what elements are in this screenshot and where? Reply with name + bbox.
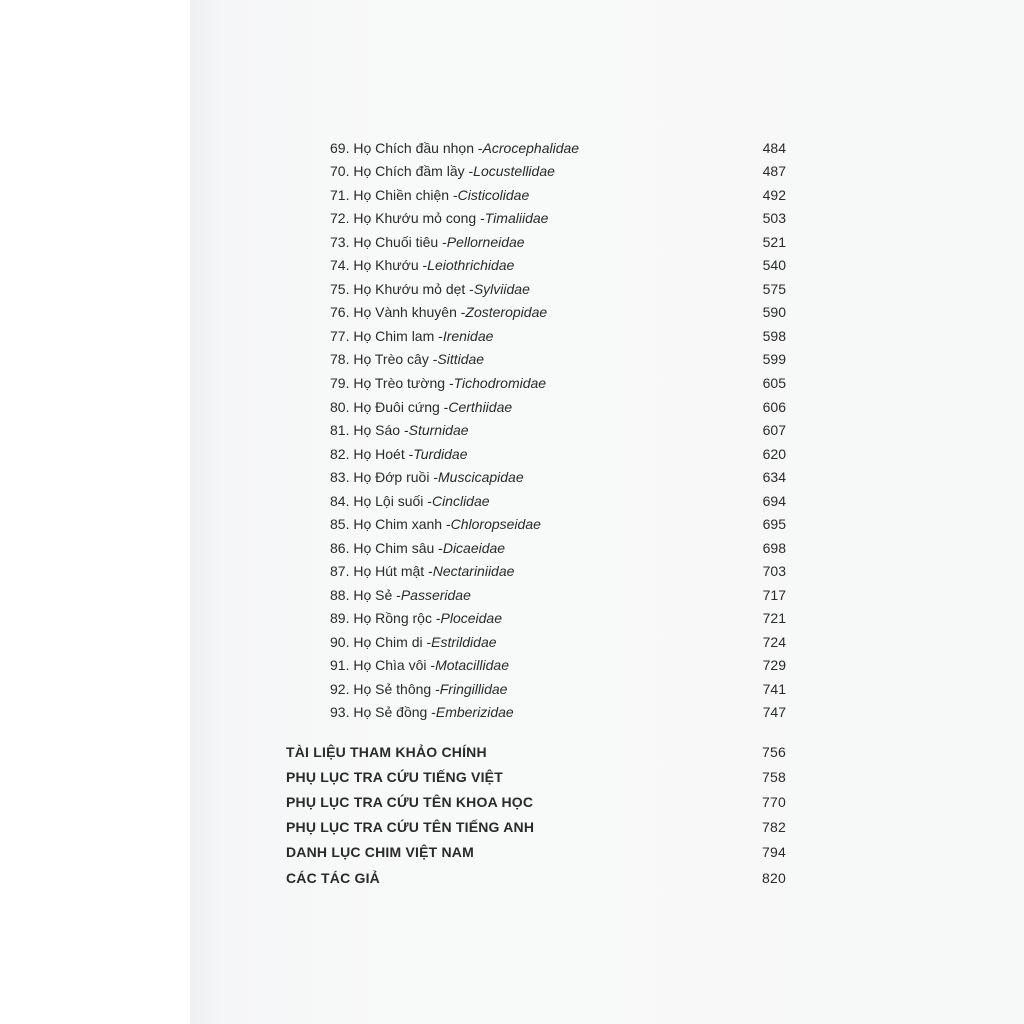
toc-entry	[330, 419, 786, 442]
entry-page-number: 724	[762, 634, 786, 650]
toc-entry	[330, 207, 786, 230]
section-label: PHỤ LỤC TRA CỨU TÊN TIẾNG ANH	[286, 819, 535, 835]
entry-label: 88. Họ Sẻ -	[330, 587, 401, 603]
entry-page-number: 492	[762, 187, 786, 203]
toc-entry	[330, 631, 786, 654]
entry-scientific-name: Sturnidae	[408, 422, 469, 438]
entry-scientific-name: Dicaeidae	[442, 540, 506, 556]
entry-label: 80. Họ Đuôi cứng -	[330, 399, 449, 415]
entry-page-number: 721	[762, 610, 786, 626]
entry-scientific-name: Sittidae	[437, 351, 485, 367]
entry-scientific-name: Leiothrichidae	[427, 257, 515, 273]
entry-label: 70. Họ Chích đầm lầy -	[330, 163, 474, 179]
toc-entry	[330, 466, 786, 489]
entry-page-number: 540	[762, 257, 786, 273]
entry-page-number: 599	[762, 351, 786, 367]
entry-scientific-name: Timaliidae	[484, 210, 549, 226]
toc-entry	[330, 490, 786, 513]
entry-label: 69. Họ Chích đầu nhọn -	[330, 140, 483, 156]
section-label: PHỤ LỤC TRA CỨU TIẾNG VIỆT	[286, 769, 503, 785]
entry-page-number: 575	[762, 281, 786, 297]
entry-scientific-name: Turdidae	[413, 446, 468, 462]
entry-page-number: 606	[762, 399, 786, 415]
entry-label: 75. Họ Khướu mỏ dẹt -	[330, 281, 474, 297]
entry-label: 91. Họ Chìa vôi -	[330, 657, 436, 673]
entry-page-number: 605	[762, 375, 786, 391]
entry-label: 92. Họ Sẻ thông -	[330, 681, 440, 697]
entry-scientific-name: Sylviidae	[473, 281, 530, 297]
section-page-number: 782	[762, 819, 786, 835]
toc-entry	[330, 184, 786, 207]
entry-label: 87. Họ Hút mật -	[330, 563, 433, 579]
toc-entry	[330, 231, 786, 254]
entry-scientific-name: Cinclidae	[431, 493, 490, 509]
entry-label: 76. Họ Vành khuyên -	[330, 304, 466, 320]
toc-entry	[330, 396, 786, 419]
entry-label: 79. Họ Trèo tường -	[330, 375, 454, 391]
entry-scientific-name: Locustellidae	[473, 163, 555, 179]
toc-entry	[330, 537, 786, 560]
toc-entry	[330, 701, 786, 724]
toc-entry	[330, 678, 786, 701]
entry-page-number: 487	[762, 163, 786, 179]
entry-scientific-name: Passeridae	[400, 587, 471, 603]
entry-page-number: 503	[762, 210, 786, 226]
entry-label: 81. Họ Sáo -	[330, 422, 409, 438]
toc-entry	[330, 513, 786, 536]
entry-scientific-name: Muscicapidae	[438, 469, 524, 485]
entry-page-number: 695	[762, 516, 786, 532]
entry-page-number: 620	[762, 446, 786, 462]
section-label: DANH LỤC CHIM VIỆT NAM	[286, 844, 474, 860]
entry-page-number: 607	[762, 422, 786, 438]
toc-entry	[330, 278, 786, 301]
entry-page-number: 698	[762, 540, 786, 556]
section-label: PHỤ LỤC TRA CỨU TÊN KHOA HỌC	[286, 794, 534, 810]
entry-scientific-name: Chloropseidae	[450, 516, 541, 532]
entry-page-number: 484	[762, 140, 786, 156]
toc-entry	[330, 301, 786, 324]
toc-entry	[330, 584, 786, 607]
entry-page-number: 747	[762, 704, 786, 720]
section-page-number: 820	[762, 870, 786, 886]
entry-scientific-name: Zosteropidae	[465, 304, 548, 320]
toc-entry	[330, 372, 786, 395]
entry-label: 84. Họ Lội suối -	[330, 493, 432, 509]
entry-label: 78. Họ Trèo cây -	[330, 351, 438, 367]
toc-entry	[330, 160, 786, 183]
entry-page-number: 741	[762, 681, 786, 697]
entry-scientific-name: Tichodromidae	[453, 375, 547, 391]
toc-section	[286, 840, 786, 865]
entry-page-number: 729	[762, 657, 786, 673]
entry-label: 71. Họ Chiền chiện -	[330, 187, 458, 203]
entry-scientific-name: Fringillidae	[439, 681, 508, 697]
entry-scientific-name: Irenidae	[442, 328, 494, 344]
section-page-number: 770	[762, 794, 786, 810]
entry-page-number: 598	[762, 328, 786, 344]
section-page-number: 794	[762, 844, 786, 860]
entry-scientific-name: Nectariniidae	[432, 563, 515, 579]
entry-page-number: 703	[762, 563, 786, 579]
entry-scientific-name: Certhiidae	[448, 399, 513, 415]
entry-label: 93. Họ Sẻ đồng -	[330, 704, 436, 720]
toc-entry	[330, 348, 786, 371]
toc-entry	[330, 654, 786, 677]
entry-scientific-name: Estrildidae	[431, 634, 497, 650]
toc-entry	[330, 560, 786, 583]
entry-label: 82. Họ Hoét -	[330, 446, 414, 462]
entry-scientific-name: Motacillidae	[435, 657, 509, 673]
section-page-number: 758	[762, 769, 786, 785]
toc-entry	[330, 443, 786, 466]
entry-label: 90. Họ Chim di -	[330, 634, 432, 650]
entry-scientific-name: Acrocephalidae	[482, 140, 580, 156]
entry-label: 89. Họ Rồng rộc -	[330, 610, 441, 626]
toc-section	[286, 866, 786, 891]
toc-entry	[330, 137, 786, 160]
entry-scientific-name: Ploceidae	[440, 610, 502, 626]
entry-label: 72. Họ Khướu mỏ cong -	[330, 210, 485, 226]
entry-scientific-name: Pellorneidae	[446, 234, 525, 250]
entry-page-number: 717	[762, 587, 786, 603]
entry-scientific-name: Cisticolidae	[457, 187, 530, 203]
toc-section	[286, 765, 786, 790]
entry-label: 74. Họ Khướu -	[330, 257, 428, 273]
entry-label: 83. Họ Đớp ruồi -	[330, 469, 439, 485]
entry-page-number: 634	[762, 469, 786, 485]
toc-section	[286, 815, 786, 840]
entry-page-number: 521	[762, 234, 786, 250]
section-label: CÁC TÁC GIẢ	[286, 870, 380, 886]
entry-label: 73. Họ Chuối tiêu -	[330, 234, 447, 250]
toc-section	[286, 790, 786, 815]
entry-label: 85. Họ Chim xanh -	[330, 516, 451, 532]
section-page-number: 756	[762, 744, 786, 760]
entry-label: 77. Họ Chim lam -	[330, 328, 443, 344]
toc-entry	[330, 325, 786, 348]
entry-scientific-name: Emberizidae	[435, 704, 514, 720]
section-label: TÀI LIỆU THAM KHẢO CHÍNH	[286, 744, 487, 760]
entry-page-number: 590	[762, 304, 786, 320]
toc-section	[286, 740, 786, 765]
entry-page-number: 694	[762, 493, 786, 509]
entry-label: 86. Họ Chim sâu -	[330, 540, 443, 556]
toc-entry	[330, 254, 786, 277]
toc-entry	[330, 607, 786, 630]
